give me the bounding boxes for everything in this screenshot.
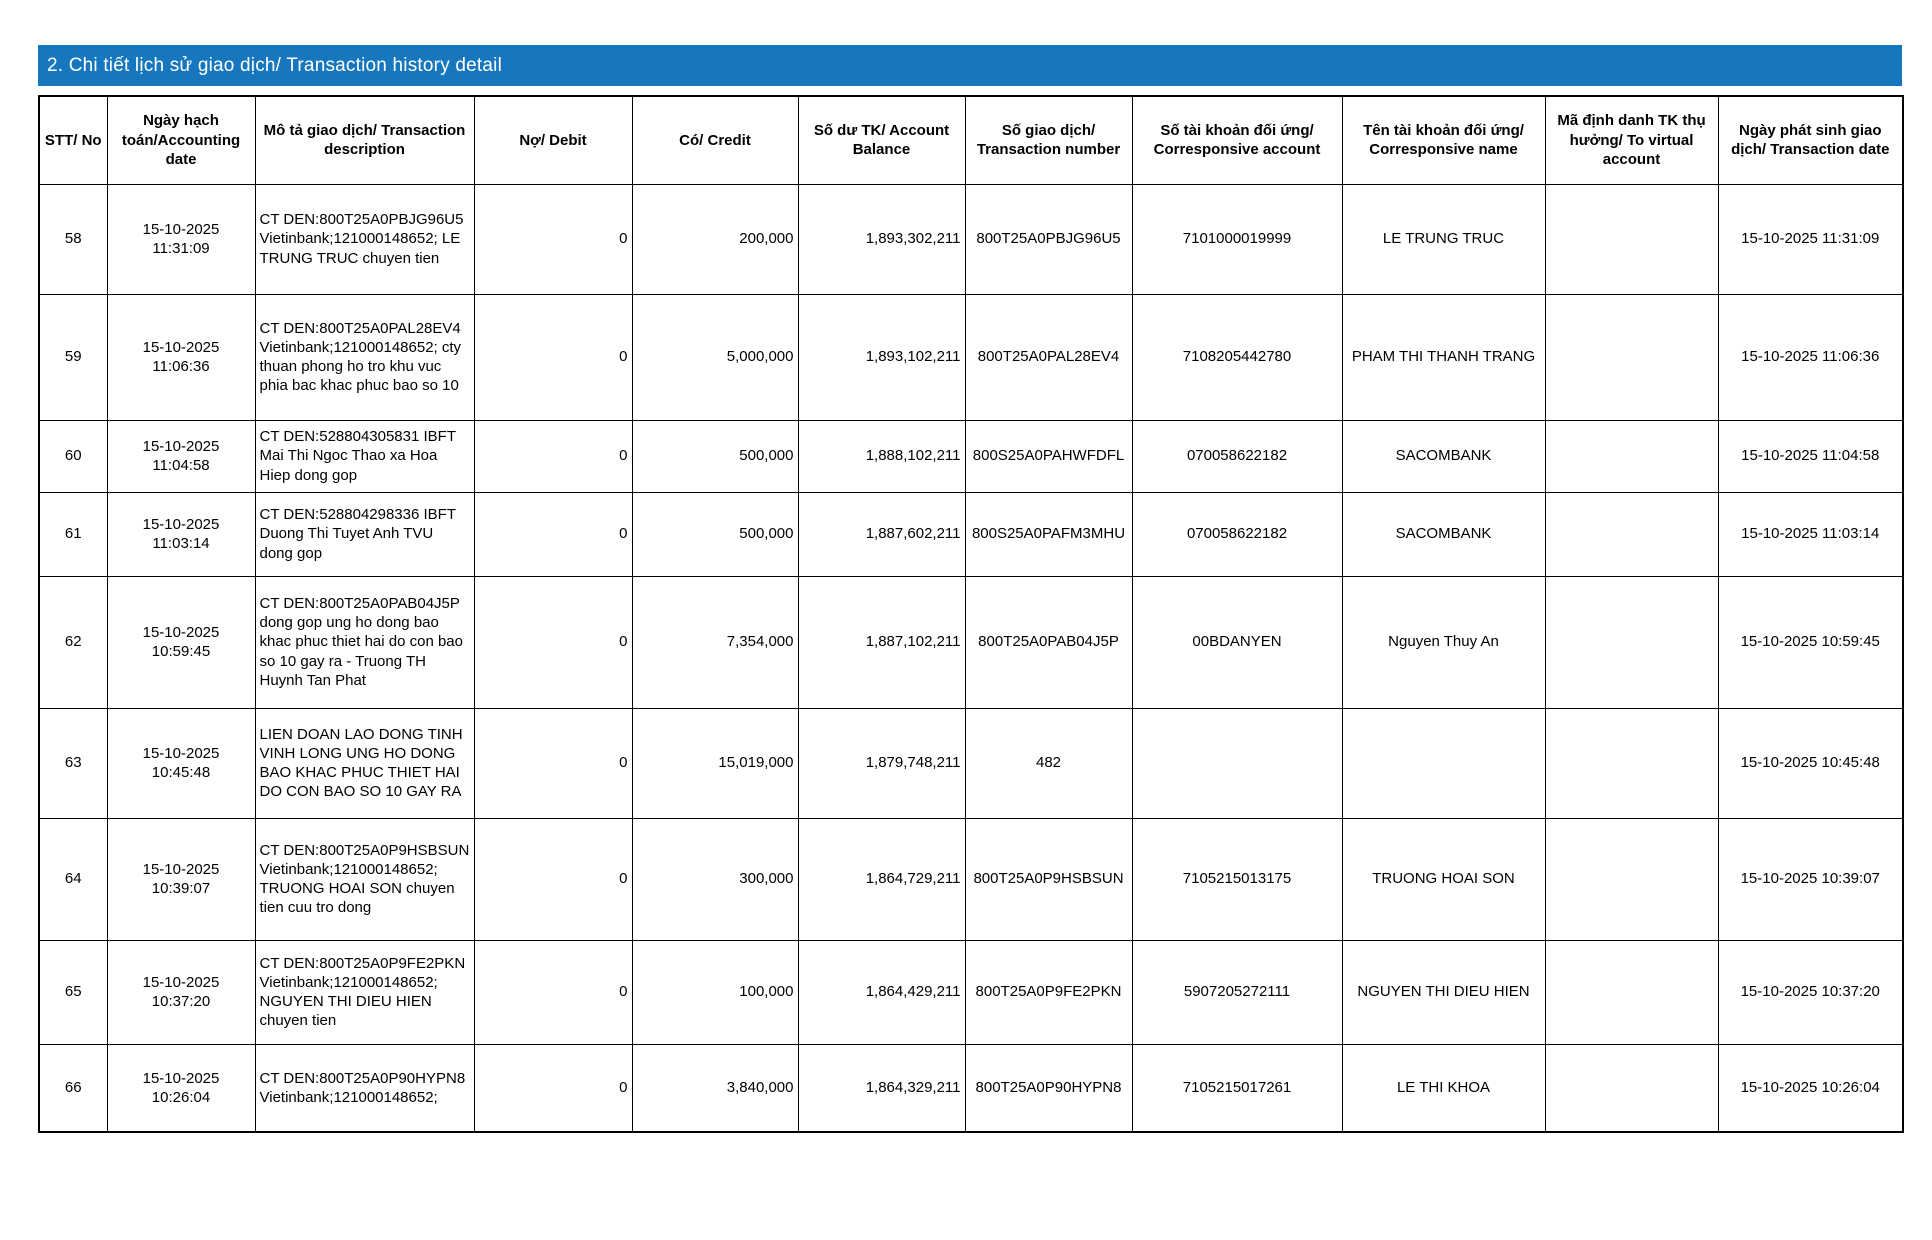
- cell-virtual-account: [1545, 1044, 1718, 1132]
- cell-accounting-date: [107, 294, 255, 420]
- cell-transaction-date: 15-10-2025 10:59:45: [1718, 576, 1903, 708]
- accounting-date: 15-10-2025: [142, 338, 220, 356]
- cell-transaction-date: 15-10-2025 10:37:20: [1718, 940, 1903, 1044]
- table-row: [39, 576, 1903, 708]
- cell-balance: 1,888,102,211: [798, 420, 965, 492]
- cell-accounting-date: [107, 708, 255, 818]
- cell-no: 59: [39, 294, 107, 420]
- accounting-date: 15-10-2025: [142, 973, 220, 991]
- cell-balance: 1,864,329,211: [798, 1044, 965, 1132]
- table-row: [39, 1044, 1903, 1132]
- accounting-time: 10:39:07: [151, 880, 211, 897]
- accounting-time: 11:31:09: [152, 240, 210, 257]
- cell-corresponsive-account: 00BDANYEN: [1132, 576, 1342, 708]
- header-virtual-account: Mã định danh TK thụ hưởng/ To virtual account: [1545, 96, 1718, 184]
- cell-transaction-number: 800T25A0PBJG96U5: [965, 184, 1132, 294]
- cell-virtual-account: [1545, 818, 1718, 940]
- cell-corresponsive-account: 7101000019999: [1132, 184, 1342, 294]
- header-description: Mô tả giao dịch/ Transaction description: [255, 96, 474, 184]
- cell-description: CT DEN:800T25A0PBJG96U5 Vietinbank;121000148652; LE TRUNG TRUC chuyen tien: [255, 184, 474, 294]
- cell-credit: 500,000: [632, 420, 798, 492]
- accounting-date: 15-10-2025: [142, 515, 220, 533]
- cell-transaction-date: 15-10-2025 10:26:04: [1718, 1044, 1903, 1132]
- cell-no: 64: [39, 818, 107, 940]
- accounting-date: 15-10-2025: [142, 860, 220, 878]
- cell-credit: 7,354,000: [632, 576, 798, 708]
- table-row: [39, 940, 1903, 1044]
- cell-transaction-number: 800T25A0PAB04J5P: [965, 576, 1132, 708]
- cell-transaction-number: 800S25A0PAHWFDFL: [965, 420, 1132, 492]
- cell-corresponsive-account: 7105215017261: [1132, 1044, 1342, 1132]
- cell-credit: 500,000: [632, 492, 798, 576]
- accounting-date: 15-10-2025: [142, 220, 220, 238]
- header-credit: Có/ Credit: [632, 96, 798, 184]
- cell-accounting-date: [107, 1044, 255, 1132]
- cell-corresponsive-account: 7108205442780: [1132, 294, 1342, 420]
- cell-transaction-date: 15-10-2025 11:04:58: [1718, 420, 1903, 492]
- cell-accounting-date: [107, 492, 255, 576]
- cell-accounting-date: [107, 420, 255, 492]
- cell-debit: 0: [474, 420, 632, 492]
- cell-debit: 0: [474, 940, 632, 1044]
- header-accounting-date: Ngày hạch toán/Accounting date: [107, 96, 255, 184]
- table-row: [39, 492, 1903, 576]
- header-transaction-date: Ngày phát sinh giao dịch/ Transaction date: [1718, 96, 1903, 184]
- cell-description: CT DEN:800T25A0P9FE2PKN Vietinbank;121000148652; NGUYEN THI DIEU HIEN chuyen tien: [255, 940, 474, 1044]
- cell-transaction-number: 482: [965, 708, 1132, 818]
- cell-no: 66: [39, 1044, 107, 1132]
- cell-no: 61: [39, 492, 107, 576]
- accounting-date: 15-10-2025: [142, 744, 220, 762]
- accounting-date: 15-10-2025: [142, 437, 220, 455]
- header-no: STT/ No: [39, 96, 107, 184]
- cell-balance: 1,879,748,211: [798, 708, 965, 818]
- cell-virtual-account: [1545, 576, 1718, 708]
- cell-corresponsive-account: 5907205272111: [1132, 940, 1342, 1044]
- cell-transaction-number: 800S25A0PAFM3MHU: [965, 492, 1132, 576]
- table-row: [39, 294, 1903, 420]
- cell-corresponsive-name: [1342, 708, 1545, 818]
- cell-debit: 0: [474, 492, 632, 576]
- accounting-time: 10:37:20: [151, 993, 211, 1010]
- cell-accounting-date: [107, 184, 255, 294]
- cell-debit: 0: [474, 184, 632, 294]
- cell-no: 65: [39, 940, 107, 1044]
- header-balance: Số dư TK/ Account Balance: [798, 96, 965, 184]
- cell-no: 62: [39, 576, 107, 708]
- cell-corresponsive-name: SACOMBANK: [1342, 492, 1545, 576]
- cell-corresponsive-account: 070058622182: [1132, 420, 1342, 492]
- cell-corresponsive-account: 070058622182: [1132, 492, 1342, 576]
- accounting-time: 10:26:04: [151, 1088, 211, 1106]
- cell-virtual-account: [1545, 492, 1718, 576]
- cell-credit: 5,000,000: [632, 294, 798, 420]
- cell-corresponsive-name: LE THI KHOA: [1342, 1044, 1545, 1132]
- cell-corresponsive-name: TRUONG HOAI SON: [1342, 818, 1545, 940]
- cell-transaction-date: 15-10-2025 11:03:14: [1718, 492, 1903, 576]
- cell-credit: 15,019,000: [632, 708, 798, 818]
- cell-balance: 1,893,102,211: [798, 294, 965, 420]
- cell-balance: 1,893,302,211: [798, 184, 965, 294]
- cell-corresponsive-account: [1132, 708, 1342, 818]
- accounting-time: 10:45:48: [151, 764, 211, 781]
- cell-description: CT DEN:528804305831 IBFT Mai Thi Ngoc Thao xa Hoa Hiep dong gop: [255, 420, 474, 492]
- accounting-time: 10:59:45: [151, 643, 211, 660]
- cell-debit: 0: [474, 818, 632, 940]
- cell-corresponsive-name: PHAM THI THANH TRANG: [1342, 294, 1545, 420]
- cell-virtual-account: [1545, 708, 1718, 818]
- cell-description: LIEN DOAN LAO DONG TINH VINH LONG UNG HO DONG BAO KHAC PHUC THIET HAI DO CON BAO SO 10 GAY RA: [255, 708, 474, 818]
- transaction-history-table: [38, 95, 1904, 1133]
- cell-debit: 0: [474, 576, 632, 708]
- cell-transaction-number: 800T25A0PAL28EV4: [965, 294, 1132, 420]
- cell-transaction-number: 800T25A0P9HSBSUN: [965, 818, 1132, 940]
- accounting-date: 15-10-2025: [142, 623, 220, 641]
- cell-debit: 0: [474, 1044, 632, 1132]
- cell-description: CT DEN:528804298336 IBFT Duong Thi Tuyet Anh TVU dong gop: [255, 492, 474, 576]
- cell-transaction-date: 15-10-2025 11:06:36: [1718, 294, 1903, 420]
- cell-corresponsive-name: SACOMBANK: [1342, 420, 1545, 492]
- cell-virtual-account: [1545, 184, 1718, 294]
- table-row: [39, 708, 1903, 818]
- table-row: [39, 420, 1903, 492]
- cell-balance: 1,887,602,211: [798, 492, 965, 576]
- cell-corresponsive-name: Nguyen Thuy An: [1342, 576, 1545, 708]
- cell-credit: 3,840,000: [632, 1044, 798, 1132]
- accounting-time: 11:04:58: [152, 457, 210, 474]
- cell-debit: 0: [474, 294, 632, 420]
- cell-debit: 0: [474, 708, 632, 818]
- cell-accounting-date: [107, 818, 255, 940]
- header-debit: Nợ/ Debit: [474, 96, 632, 184]
- cell-balance: 1,887,102,211: [798, 576, 965, 708]
- cell-transaction-date: 15-10-2025 10:45:48: [1718, 708, 1903, 818]
- cell-transaction-number: 800T25A0P90HYPN8: [965, 1044, 1132, 1132]
- cell-no: 63: [39, 708, 107, 818]
- header-row: [39, 96, 1903, 184]
- table-row: [39, 184, 1903, 294]
- cell-no: 58: [39, 184, 107, 294]
- cell-balance: 1,864,729,211: [798, 818, 965, 940]
- cell-corresponsive-account: 7105215013175: [1132, 818, 1342, 940]
- accounting-time: 11:03:14: [152, 535, 210, 552]
- accounting-date: 15-10-2025: [142, 1069, 220, 1087]
- cell-virtual-account: [1545, 294, 1718, 420]
- header-transaction-number: Số giao dịch/ Transaction number: [965, 96, 1132, 184]
- cell-description: CT DEN:800T25A0P9HSBSUN Vietinbank;121000148652; TRUONG HOAI SON chuyen tien cuu tro dong: [255, 818, 474, 940]
- cell-accounting-date: [107, 940, 255, 1044]
- cell-credit: 100,000: [632, 940, 798, 1044]
- section-title-bar: 2. Chi tiết lịch sử giao dịch/ Transaction history detail: [38, 45, 1902, 86]
- accounting-time: 11:06:36: [152, 358, 210, 375]
- table-body: [39, 184, 1903, 1132]
- table-row: [39, 818, 1903, 940]
- cell-balance: 1,864,429,211: [798, 940, 965, 1044]
- cell-description: CT DEN:800T25A0P90HYPN8 Vietinbank;121000148652;: [255, 1044, 474, 1132]
- cell-corresponsive-name: LE TRUNG TRUC: [1342, 184, 1545, 294]
- cell-description: CT DEN:800T25A0PAB04J5P dong gop ung ho dong bao khac phuc thiet hai do con bao so 10 gay ra - Truong TH Huynh Tan Phat: [255, 576, 474, 708]
- cell-credit: 300,000: [632, 818, 798, 940]
- cell-no: 60: [39, 420, 107, 492]
- header-corresponsive-account: Số tài khoản đối ứng/ Corresponsive account: [1132, 96, 1342, 184]
- cell-description: CT DEN:800T25A0PAL28EV4 Vietinbank;121000148652; cty thuan phong ho tro khu vuc phia bac khac phuc bao so 10: [255, 294, 474, 420]
- cell-transaction-date: 15-10-2025 10:39:07: [1718, 818, 1903, 940]
- cell-virtual-account: [1545, 420, 1718, 492]
- cell-corresponsive-name: NGUYEN THI DIEU HIEN: [1342, 940, 1545, 1044]
- cell-credit: 200,000: [632, 184, 798, 294]
- cell-accounting-date: [107, 576, 255, 708]
- cell-virtual-account: [1545, 940, 1718, 1044]
- table-header: [39, 96, 1903, 184]
- cell-transaction-number: 800T25A0P9FE2PKN: [965, 940, 1132, 1044]
- header-corresponsive-name: Tên tài khoản đối ứng/ Corresponsive name: [1342, 96, 1545, 184]
- cell-transaction-date: 15-10-2025 11:31:09: [1718, 184, 1903, 294]
